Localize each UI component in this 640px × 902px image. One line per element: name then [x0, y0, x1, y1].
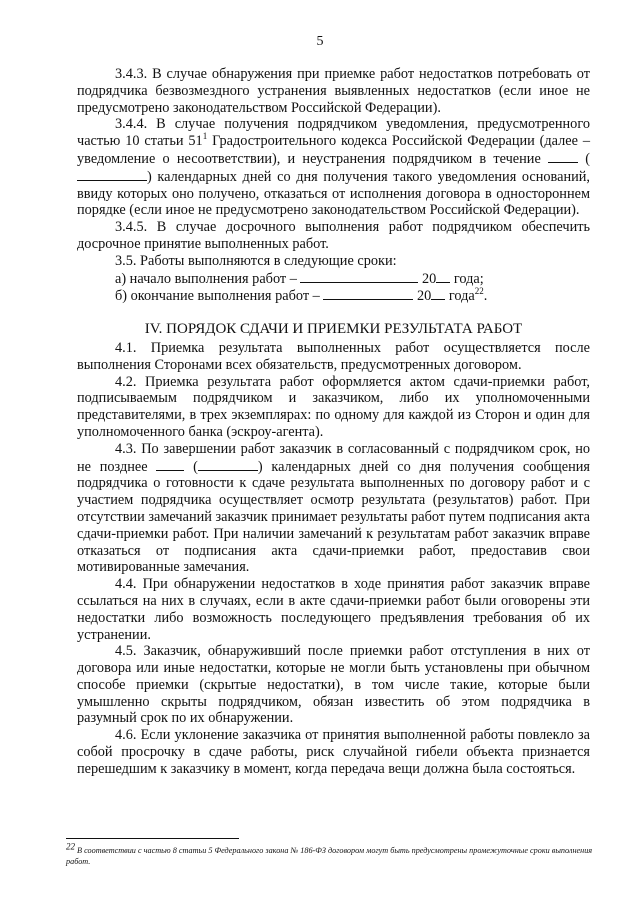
clause-3-4-4: 3.4.4. В случае получения подрядчиком уведомления, предусмотренного частью 10 статьи $51^1$ Градостроительного кодекса Российской Федерации (далее – уведомление о несоответствии), и неустранения подрядчиком в течение () календарных дней со дня получения такого уведомления оснований, ввиду которых оно получено, отказаться от исполнения договора в одностороннем порядке (если иное не предусмотрено законодательством Российской Федерации).	[77, 116, 591, 219]
term-start: а) начало выполнения работ – 20 года;	[115, 270, 484, 287]
blank-field	[431, 287, 445, 300]
terms-block	[77, 253, 590, 305]
footnote-text: В соответствии с частью 8 статьи 5 Федерального закона № 186-ФЗ договором могут быть предусмотрены промежуточные сроки выполнения работ.	[66, 846, 593, 866]
clause-3-4-3: 3.4.3. В случае обнаружения при приемке работ недостатков потребовать от подрядчика безвозмездного устранения выявленных недостатков (если иное не предусмотрено законодательством Российской Федерации).	[77, 66, 590, 116]
reference-mark: 1	[202, 131, 208, 142]
clause-4-3: 4.3. По завершении работ заказчик в согласованный с подрядчиком срок, но не позднее ( ) календарных дней со дня получения сообщения подрядчика о готовности к сдаче результата выполненных по договору работ и с участием подрядчика осуществляет осмотр результата (результатов) работ. При отсутствии замечаний заказчик принимает результаты работ путем подписания акта сдачи-приемки работ. При наличии замечаний к результатам работ заказчик вправе отказаться от подписания акта сдачи-приемки работ, предоставив свои мотивированные замечания.	[77, 440, 590, 576]
clause-3-5: 3.5. Работы выполняются в следующие сроки:	[115, 252, 397, 269]
footnote-ref: 22	[474, 286, 484, 297]
clause-4-6: 4.6. Если уклонение заказчика от принятия выполненной работы повлекло за собой просрочку в сдаче работы, риск случайной гибели объекта признается перешедшим к заказчику в момент, когда передача вещи должна была состояться.	[77, 727, 590, 777]
clause-4-4: 4.4. При обнаружении недостатков в ходе принятия работ заказчик вправе ссылаться на них в случаях, если в акте сдачи-приемки работ были оговорены эти недостатки либо возможность последующего предъявления требования об их устранении.	[77, 576, 590, 643]
blank-field	[156, 458, 184, 471]
clause-4-1: 4.1. Приемка результата выполненных работ осуществляется после выполнения Сторонами всех обязательств, предусмотренных договором.	[77, 339, 590, 373]
document-body	[77, 66, 590, 778]
blank-field	[548, 150, 578, 163]
term-end: б) окончание выполнения работ – 20 года$^{22}$.	[115, 286, 488, 305]
blank-field	[300, 270, 418, 283]
blank-field	[436, 270, 450, 283]
page-number: 5	[316, 34, 324, 49]
blank-field	[198, 458, 258, 471]
footnote-mark: 22	[66, 841, 75, 852]
clause-4-2: 4.2. Приемка результата работ оформляется актом сдачи-приемки работ, подписываемым подрядчиком и заказчиком, либо их уполномоченными представителями, в трех экземплярах: по одному для каждой из Сторон и один для уполномоченного банка (эскроу-агента).	[77, 373, 590, 440]
clause-3-4-5: 3.4.5. В случае досрочного выполнения работ подрядчиком обеспечить досрочное принятие выполненных работ.	[77, 219, 590, 252]
clause-4-5: 4.5. Заказчик, обнаруживший после приемки работ отступления в них от договора или иные недостатки, которые не могли быть установлены при обычном способе приемки (скрытые недостатки), в том числе такие, которые были умышленно скрыты подрядчиком, обязан известить об этом подрядчика в разумный срок по их обнаружении.	[77, 643, 590, 727]
blank-field	[323, 287, 413, 300]
blank-field	[77, 168, 147, 181]
footnote-divider	[66, 838, 239, 839]
section-heading: IV. ПОРЯДОК СДАЧИ И ПРИЕМКИ РЕЗУЛЬТАТА РАБОТ	[144, 321, 523, 338]
footnote	[66, 841, 596, 867]
